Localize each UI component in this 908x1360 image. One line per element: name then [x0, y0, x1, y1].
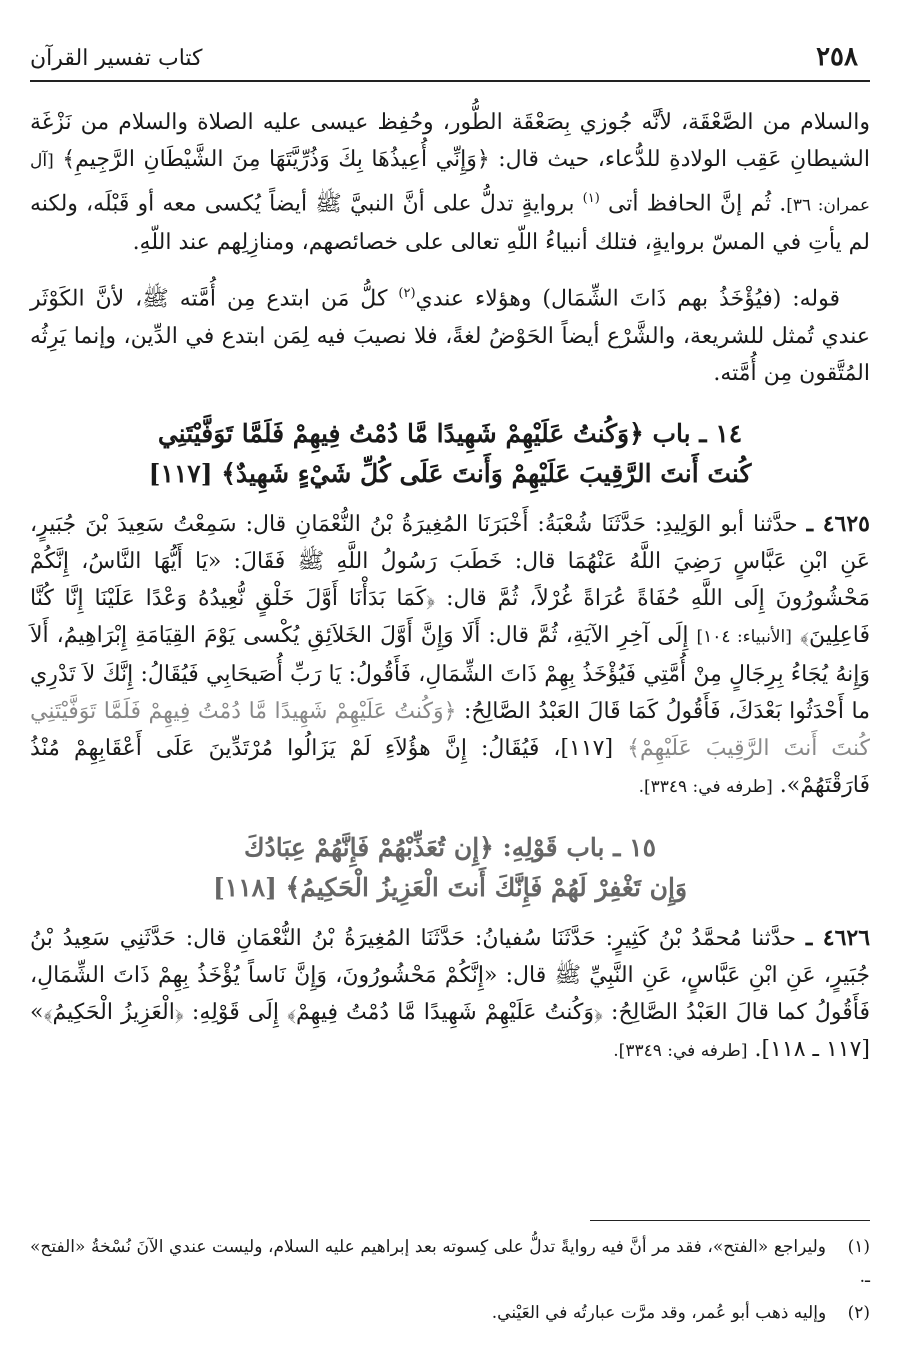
chapter-heading-line: ١٥ ـ باب قَوْلِهِ: ﴿إِن تُعَذِّبْهُمْ فَإِنَّهُمْ عِبَادُكَ: [243, 832, 657, 862]
cross-reference: [طرفه في: ٣٣٤٩].: [638, 776, 773, 797]
footnote-2: [30, 1298, 870, 1328]
hadith-4626: [30, 920, 870, 1070]
footnote-marker[interactable]: (٢): [398, 286, 416, 302]
commentary-paragraph-1: [30, 104, 870, 261]
hadith-number: ٤٦٢٦ ـ: [805, 924, 871, 951]
hadith-number: ٤٦٢٥ ـ: [806, 510, 870, 537]
page-number: ٢٥٨: [816, 42, 858, 72]
chapter-heading-14: [30, 414, 870, 494]
paragraph-text: . ثُم إنَّ الحافظ أتى: [607, 191, 787, 217]
hadith-text: إِلَى آخِرِ الآيَةِ، ثُمَّ قال: أَلَا وَإِنَّ أَوَّلَ الخَلاَئِقِ يُكْسى يَوْمَ القِيَامَةِ إِبْرَاهِيمُ، أَلاَ وَإِنهُ يُجَاءُ بِرِجَالٍ مِنْ أُمَّتِي فَيُؤْخَذُ بِهِمْ ذَاتَ الشِّمَالِ، فَأَقُولُ: يَا رَبِّ أُصَيحَابِي فَيُقَالُ: إِنَّكَ لاَ تَدْرِي ما أَحْدَثُوا بَعْدَكَ، فَأَقُولُ كَمَا قَالَ العَبْدُ الصَّالِحُ:: [30, 622, 870, 724]
hadith-text: [١١٧]، فَيُقَالُ: إِنَّ هؤُلاَءِ لَمْ يَزَالُوا مُرْتَدِّينَ عَلَى أَعْقَابِهِمْ مُنْذُ فَارَقْتَهُمْ».: [30, 735, 870, 798]
book-page: [30, 38, 870, 1338]
footnote-1: [30, 1232, 870, 1292]
footnote-number: (٢): [847, 1303, 870, 1323]
chapter-heading-15: [30, 828, 870, 908]
faded-verse: ﴿وَكُنتُ عَلَيْهِمْ شَهِيدًا مَّا دُمْتُ فِيهِمْ فَلَمَّا تَوَفَّيْتَنِي كُنتَ أَنتَ الرَّقِيبَ عَلَيْهِمْ﴾: [30, 698, 870, 761]
paragraph-text: قوله: (فيُؤْخَذُ بهم ذَاتَ الشِّمَال) وهؤلاء عندي: [415, 286, 841, 312]
verse-reference: [آل عمران: ٣٦]: [30, 151, 870, 216]
chapter-heading-line: ١٤ ـ باب ﴿وَكُنتُ عَلَيْهِمْ شَهِيدًا مَّا دُمْتُ فِيهِمْ فَلَمَّا تَوَفَّيْتَنِي: [157, 418, 743, 448]
hadith-4625: [30, 506, 870, 806]
cross-reference: [طرفه في: ٣٣٤٩].: [613, 1040, 748, 1061]
footnotes-section: [30, 1232, 870, 1334]
paragraph-text: بروايةٍ تدلُّ على أنَّ النبيَّ ﷺ أيضاً يُكسى معه أو قَبْلَه، ولكنه لم يأتِ في المسّ بروايةٍ، فتلك أنبياءُ اللّهِ تعالى على خصائصهم، ومنازِلِهم عند اللّهِ.: [30, 191, 870, 256]
footnote-number: (١): [847, 1237, 871, 1257]
footnote-marker[interactable]: (١): [582, 191, 600, 206]
hadith-text: حدَّثنا مُحمَّدُ بْنُ كَثِيرٍ: حَدَّثَنَا سُفيانُ: حَدَّثَنَا المُغِيرَةُ بْنُ النُّعْمَانِ قال: حَدَّثَنِي سَعِيدُ بْنُ جُبَيرٍ، عَنِ ابْنِ عَبَّاسٍ، عَنِ النَّبِيِّ ﷺ قال: «إِنَّكُمْ مَحْشُورُونَ، وَإِنَّ نَاساً يُؤْخَذُ بِهِمْ ذَاتَ الشِّمَالِ، فَأَقُولُ كما قالَ العَبْدُ الصَّالِحُ: ﴿وَكُنتُ عَلَيْهِمْ شَهِيدًا مَّا دُمْتُ فِيهِمْ﴾ إِلَى قَوْلِهِ: ﴿الْعَزِيزُ الْحَكِيمُ﴾» [١١٧ ـ ١١٨].: [30, 925, 870, 1062]
chapter-heading-line: وَإِن تَغْفِرْ لَهُمْ فَإِنَّكَ أَنتَ الْعَزِيزُ الْحَكِيمُ﴾ [١١٨]: [212, 872, 688, 902]
hadith-text: حدَّثنا أبو الوَلِيدِ: حَدَّثَنَا شُعْبَةُ: أَخْبَرَنَا المُغِيرَةُ بْنُ النُّعْمَانِ قال: سَمِعْتُ سَعِيدَ بْنَ جُبَيرٍ، عَنِ ابْنِ عَبَّاسٍ رَضِيَ اللَّهُ عَنْهُمَا قال: خَطَبَ رَسُولُ اللَّهِ ﷺ فَقَالَ: «يَا أَيُّهَا النَّاسُ، إِنَّكُمْ مَحْشُورُونَ إِلَى اللَّهِ حُفَاةً عُرَاةً غُرْلاً، ثُمَّ قال: ﴿كَمَا بَدَأْنَا أَوَّلَ خَلْقٍ نُّعِيدُهُ وَعْدًا عَلَيْنَا إِنَّا كُنَّا فَاعِلِينَ﴾: [30, 511, 870, 648]
footnote-text: وليراجع «الفتح»، فقد مر أنَّ فيه روايةً تدلُّ على كِسوته بعد إبراهيم عليه السلام، وليست عندي الآنَ نُسْخةُ «الفتح» ـ.: [30, 1237, 870, 1287]
paragraph-text: كلُّ مَن ابتدع مِن أُمَّته ﷺ، لأنَّ الكَوْثَر عندي تُمثل للشريعة، والشَّرْع أيضاً الحَوْضُ لغةً، فلا نصيبَ فيه لِمَن ابتدع في الدِّين، وإنما يَرِثُه المُتَّقون مِن أُمَّته.: [30, 286, 870, 386]
footnote-text: وإليه ذهب أبو عُمر، وقد مرَّت عبارتُه في العَيْني.: [491, 1303, 827, 1323]
book-title: كتاب تفسير القرآن: [30, 46, 203, 71]
page-header: [30, 38, 870, 82]
footnote-divider: [590, 1220, 870, 1221]
commentary-paragraph-2: [30, 275, 870, 391]
verse-reference: [الأنبياء: ١٠٤]: [696, 626, 792, 647]
paragraph-text: والسلام من الصَّعْقَة، لأنَّه جُوزي بِصَعْقَة الطُّور، وحُفِظ عيسى عليه الصلاة والسلام من نَزْغَة الشيطانِ عَقِب الولادةِ للدُّعاء، حيث قال: ﴿وَإِنِّي أُعِيذُهَا بِكَ وَذُرِّيَّتَهَا مِنَ الشَّيْطَانِ الرَّجِيمِ﴾: [30, 110, 870, 172]
chapter-heading-line: كُنتَ أَنتَ الرَّقِيبَ عَلَيْهِمْ وَأَنتَ عَلَى كُلِّ شَيْءٍ شَهِيدٌ﴾ [١١٧]: [148, 458, 752, 488]
